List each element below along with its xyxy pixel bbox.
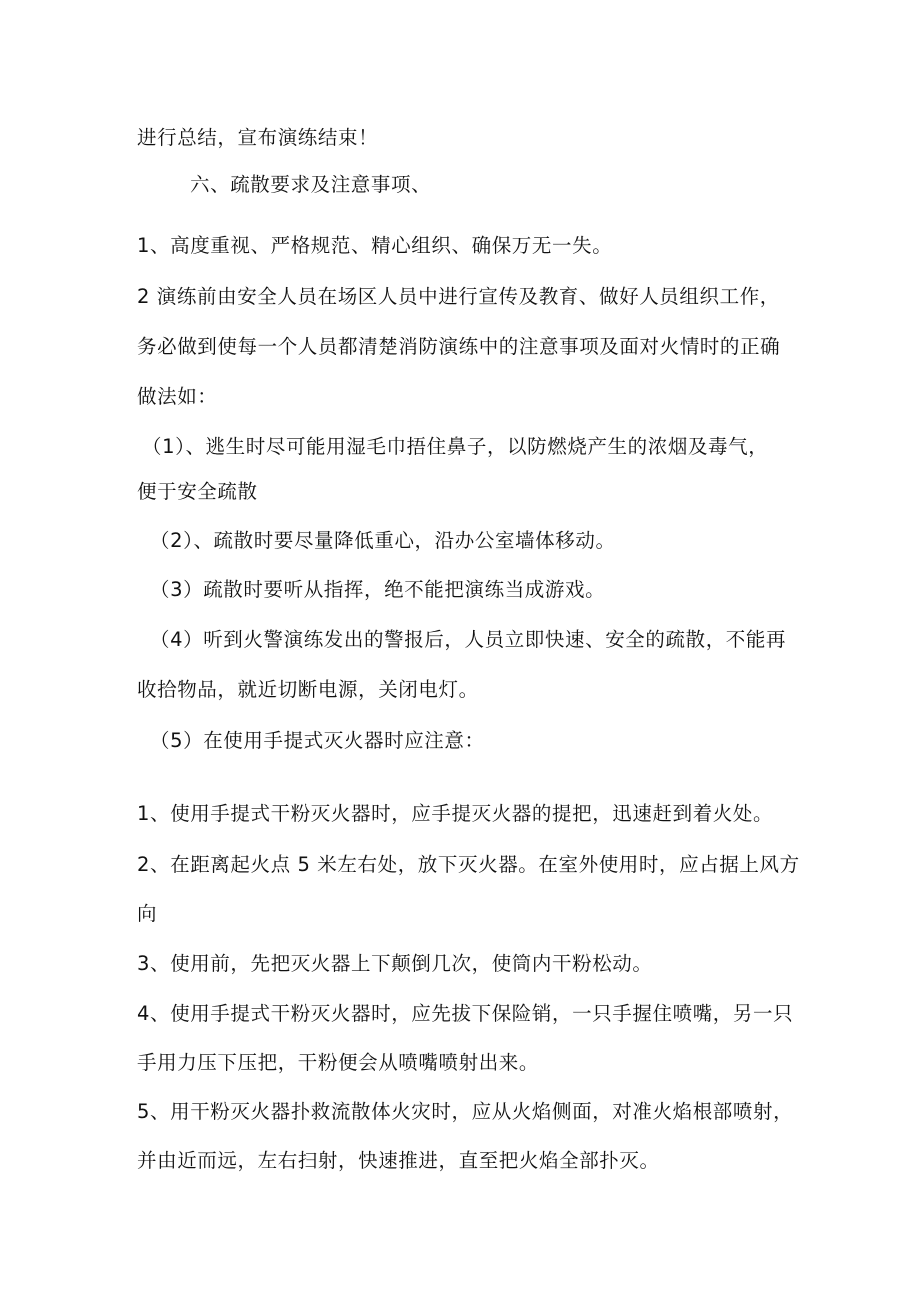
list-item: （2）、疏散时要尽量降低重心，沿办公室墙体移动。 (150, 529, 616, 552)
text-line: 便于安全疏散 (137, 480, 258, 503)
text-line: 做法如： (137, 385, 218, 408)
section-heading: 六、疏散要求及注意事项、 (190, 173, 432, 196)
text-line: 进行总结，宣布演练结束！ (137, 126, 379, 149)
list-item: （1）、逃生时尽可能用湿毛巾捂住鼻子，以防燃烧产生的浓烟及毒气， (142, 435, 769, 458)
text-line: 务必做到使每一个人员都清楚消防演练中的注意事项及面对火情时的正确 (137, 335, 781, 358)
list-item: （3）疏散时要听从指挥，绝不能把演练当成游戏。 (150, 578, 606, 601)
text-line: 收拾物品，就近切断电源，关闭电灯。 (137, 678, 479, 701)
list-item: （4）听到火警演练发出的警报后，人员立即快速、安全的疏散，不能再 (150, 628, 787, 651)
text-line: 向 (137, 902, 158, 925)
text-line: 并由近而远，左右扫射，快速推进，直至把火焰全部扑灭。 (137, 1149, 660, 1172)
list-item: 4、使用手提式干粉灭火器时，应先拔下保险销，一只手握住喷嘴，另一只 (137, 1002, 794, 1025)
list-item: 2 演练前由安全人员在场区人员中进行宣传及教育、做好人员组织工作， (137, 285, 780, 308)
list-item: 1、使用手提式干粉灭火器时，应手提灭火器的提把，迅速赶到着火处。 (137, 802, 774, 825)
list-item: （5）在使用手提式灭火器时应注意： (150, 729, 485, 752)
list-item: 5、用干粉灭火器扑救流散体火灾时，应从火焰侧面，对准火焰根部喷射， (137, 1100, 794, 1123)
list-item: 2、在距离起火点 5 米左右处，放下灭火器。在室外使用时，应占据上风方 (137, 853, 800, 876)
list-item: 1、高度重视、严格规范、精心组织、确保万无一失。 (137, 234, 613, 257)
text-line: 手用力压下压把，干粉便会从喷嘴喷射出来。 (137, 1051, 540, 1074)
list-item: 3、使用前，先把灭火器上下颠倒几次，使筒内干粉松动。 (137, 952, 653, 975)
